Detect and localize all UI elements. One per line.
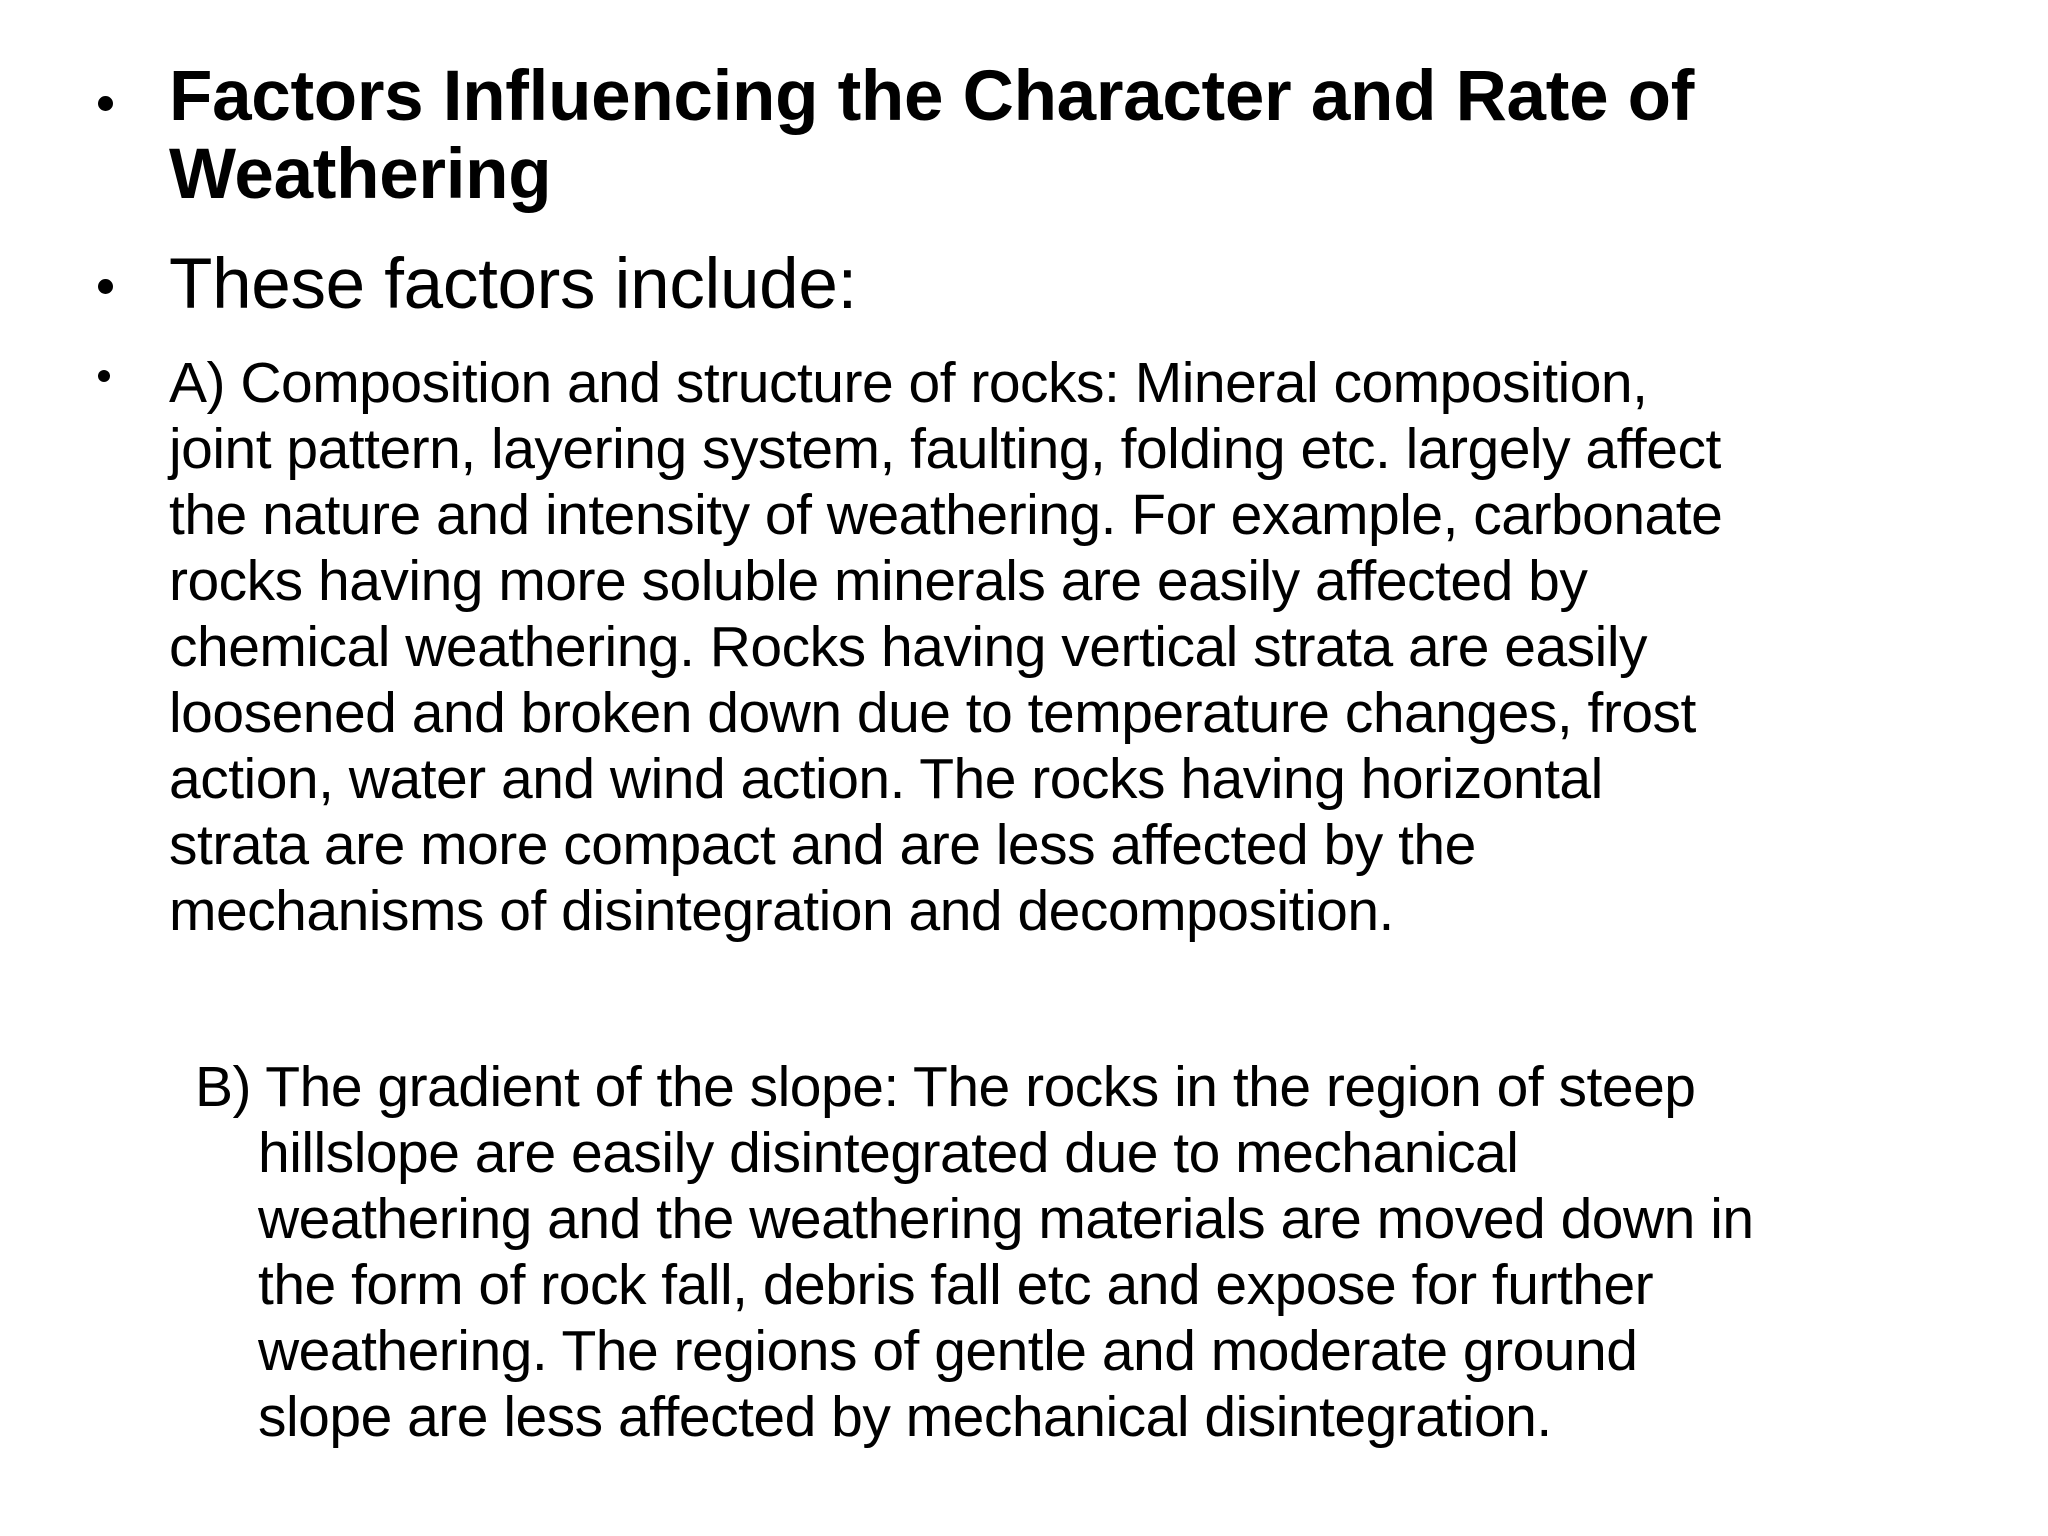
paragraph-b-line: hillslope are easily disintegrated due to mechanical (258, 1121, 1519, 1185)
paragraph-b-line: the form of rock fall, debris fall etc and expose for further (258, 1253, 1654, 1317)
paragraph-a-line: chemical weathering. Rocks having vertical strata are easily (169, 615, 1647, 679)
paragraph-a-text (169, 350, 1722, 944)
paragraph-a-line: A) Composition and structure of rocks: Mineral composition, (169, 351, 1648, 415)
bullet-dot-icon (98, 370, 110, 382)
paragraph-a-line: strata are more compact and are less affected by the (169, 813, 1476, 877)
paragraph-b-line: slope are less affected by mechanical disintegration. (258, 1385, 1552, 1449)
paragraph-b-line: weathering and the weathering materials are moved down in (258, 1187, 1754, 1251)
heading-line: Weathering (169, 135, 552, 214)
heading-line: Factors Influencing the Character and Rate of (169, 57, 1695, 136)
paragraph-a-line: the nature and intensity of weathering. For example, carbonate (169, 483, 1723, 547)
paragraph-a-line: mechanisms of disintegration and decomposition. (169, 879, 1394, 943)
bullet-dot-icon (98, 96, 113, 111)
paragraph-b-line: B) The gradient of the slope: The rocks in the region of steep (195, 1055, 1696, 1119)
paragraph-a-line: rocks having more soluble minerals are easily affected by (169, 549, 1588, 613)
paragraph-a-line: loosened and broken down due to temperature changes, frost (169, 681, 1696, 745)
paragraph-a-line: action, water and wind action. The rocks having horizontal (169, 747, 1603, 811)
bullet-dot-icon (98, 279, 113, 294)
intro-text (169, 246, 857, 324)
paragraph-b-text (195, 1054, 1754, 1450)
paragraph-a-line: joint pattern, layering system, faulting, folding etc. largely affect (169, 417, 1721, 481)
slide-heading (169, 58, 1694, 214)
paragraph-b-line: weathering. The regions of gentle and moderate ground (258, 1319, 1638, 1383)
intro-line: These factors include: (169, 245, 857, 324)
